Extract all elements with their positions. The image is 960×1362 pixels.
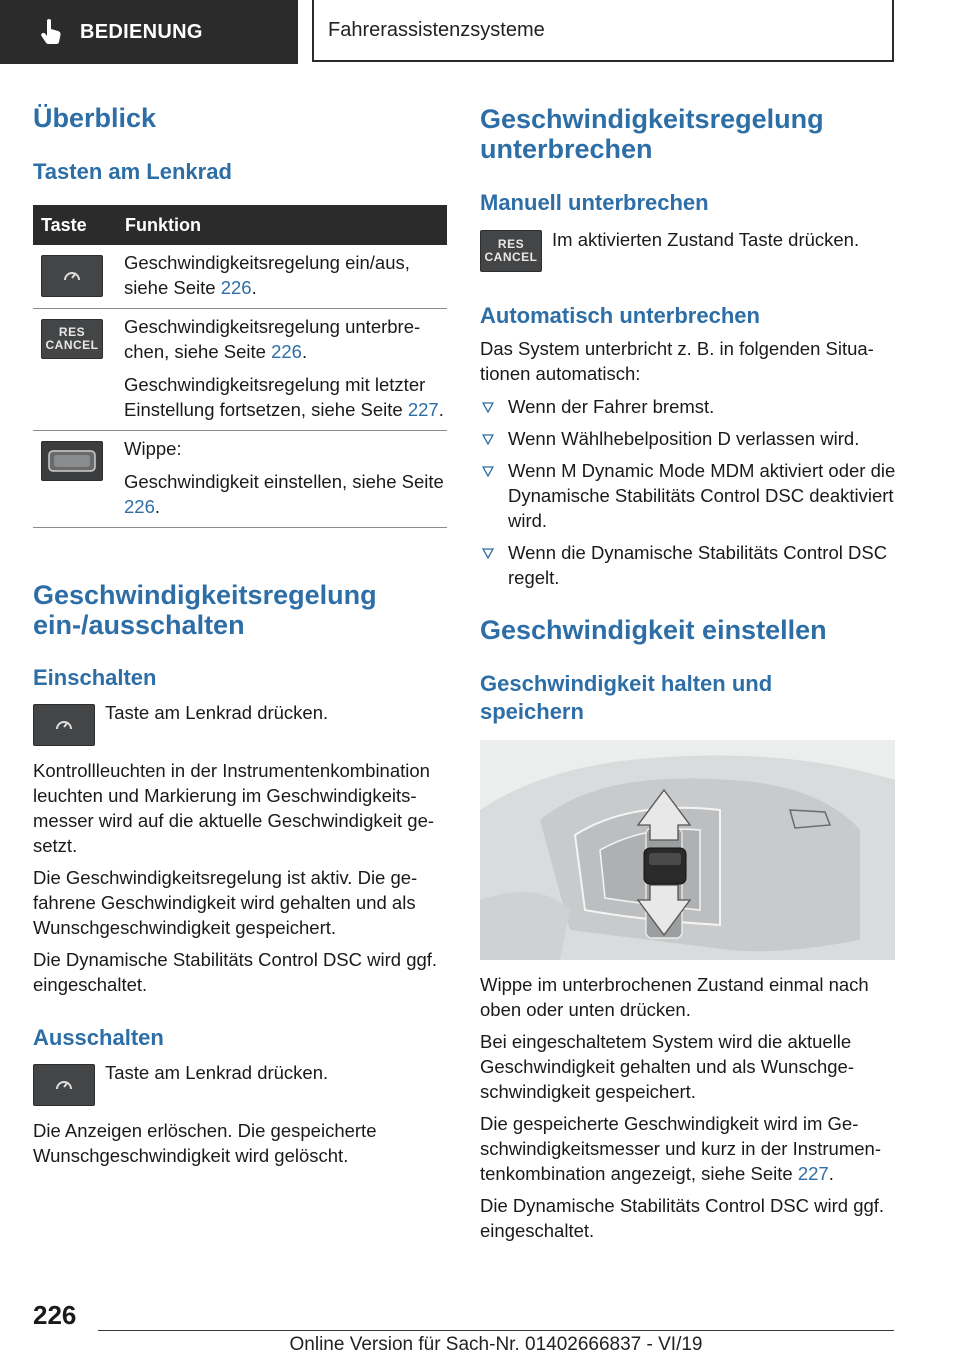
section-tab[interactable] xyxy=(0,0,298,64)
paragraph: Die Dynamische Stabilitäts Control DSC wird ggf. eingeschaltet. xyxy=(480,1195,885,1241)
manual-text: Im aktivierten Zustand Taste drücken. xyxy=(552,229,860,250)
row-text: Geschwindigkeitsregelung unterbre-chen, siehe Seite xyxy=(124,316,421,362)
cancel-label: CANCEL xyxy=(45,338,99,352)
cancel-label: CANCEL xyxy=(484,250,538,264)
keys-table xyxy=(33,205,447,528)
triangle-bullet-icon xyxy=(482,548,494,559)
res-cancel-icon xyxy=(480,230,542,272)
switch-off-row xyxy=(33,1064,447,1106)
paragraph: Bei eingeschaltetem System wird die aktuelle Geschwindigkeit gehalten und als Wunschge-schwindigkeit gespeichert. xyxy=(480,1031,854,1102)
footer-divider xyxy=(98,1330,894,1331)
chapter-title: Fahrerassistenzsysteme xyxy=(328,18,545,41)
paragraph: Wippe im unterbrochenen Zustand einmal nach oben oder unten drücken. xyxy=(480,974,869,1020)
res-label: RES xyxy=(58,325,86,339)
paragraph xyxy=(480,1111,896,1186)
list-item xyxy=(480,394,896,419)
triangle-bullet-icon xyxy=(482,434,494,445)
period: . xyxy=(438,399,444,420)
auto-interrupt-heading: Automatisch unterbrechen xyxy=(480,303,760,328)
list-item-text: Wenn Wählhebelposition D verlassen wird. xyxy=(508,428,860,449)
paragraph: Die Geschwindigkeitsregelung ist aktiv. Die ge-fahrene Geschwindigkeit wird gehalten und als Wunschgeschwindigkeit gespeichert. xyxy=(33,867,418,938)
list-item xyxy=(480,540,896,590)
hold-speed-heading: Geschwindigkeit halten und speichern xyxy=(480,671,773,724)
paragraph-text: Die gespeicherte Geschwindigkeit wird im Ge-schwindigkeitsmesser und kurz in der Instrumen-tenkombination angezeigt, siehe Seite xyxy=(480,1113,881,1184)
paragraph: Die Anzeigen erlöschen. Die gespeicherte Wunschgeschwindigkeit wird gelöscht. xyxy=(33,1120,377,1166)
manual-interrupt-heading: Manuell unterbrechen xyxy=(480,190,709,215)
page-number: 226 xyxy=(33,1300,77,1330)
switch-on-text: Taste am Lenkrad drücken. xyxy=(105,702,329,723)
switch-on-heading: Einschalten xyxy=(33,665,157,690)
interrupt-list xyxy=(480,394,896,590)
period: . xyxy=(828,1163,834,1184)
table-row xyxy=(33,431,447,528)
switch-off-heading: Ausschalten xyxy=(33,1025,164,1050)
period: . xyxy=(251,277,257,298)
page-link[interactable]: 226 xyxy=(220,277,252,298)
list-item-text: Wenn die Dynamische Stabilitäts Control DSC regelt. xyxy=(508,542,888,588)
section-title: BEDIENUNG xyxy=(80,20,203,43)
table-header-function: Funktion xyxy=(124,205,447,245)
table-row xyxy=(33,245,447,309)
page-link[interactable]: 227 xyxy=(407,399,439,420)
row-text: Geschwindigkeit einstellen, siehe Seite xyxy=(124,471,444,492)
chapter-tab[interactable] xyxy=(312,0,894,62)
manual-row xyxy=(480,230,896,272)
row-text: Geschwindigkeitsregelung mit letzter Einstellung fortsetzen, siehe Seite xyxy=(124,374,426,420)
list-item xyxy=(480,458,896,533)
overview-heading: Überblick xyxy=(33,103,157,133)
hand-pointer-icon xyxy=(36,17,66,47)
interrupt-heading: Geschwindigkeitsregelung unterbrechen xyxy=(480,104,824,164)
page-link[interactable]: 226 xyxy=(124,496,155,517)
paragraph: Das System unterbricht z. B. in folgenden Situa-tionen automatisch: xyxy=(480,338,874,384)
page-link[interactable]: 227 xyxy=(797,1163,829,1184)
table-header-row xyxy=(33,205,447,245)
table-header-key: Taste xyxy=(33,205,124,245)
steering-wheel-illustration xyxy=(480,740,895,960)
res-cancel-icon xyxy=(41,319,103,359)
set-speed-heading: Geschwindigkeit einstellen xyxy=(480,615,827,645)
table-row xyxy=(33,309,447,431)
row-text: Geschwindigkeitsregelung ein/aus, siehe Seite xyxy=(124,252,410,298)
speedometer-icon xyxy=(41,255,103,297)
page-header xyxy=(0,0,960,66)
speedometer-icon xyxy=(33,704,95,746)
list-item-text: Wenn M Dynamic Mode MDM aktiviert oder die Dynamische Stabilitäts Control DSC deaktiviert wird. xyxy=(508,460,896,531)
list-item xyxy=(480,426,896,451)
page-link[interactable]: 226 xyxy=(271,341,302,362)
triangle-bullet-icon xyxy=(482,466,494,477)
onoff-heading: Geschwindigkeitsregelung ein-/ausschalten xyxy=(33,580,377,640)
period: . xyxy=(154,496,161,517)
triangle-bullet-icon xyxy=(482,402,494,413)
res-label: RES xyxy=(497,237,525,251)
rocker-icon xyxy=(41,441,103,481)
steering-keys-heading: Tasten am Lenkrad xyxy=(33,159,232,184)
speedometer-icon xyxy=(33,1064,95,1106)
footer-text: Online Version für Sach-Nr. 01402666837 - VI/19 xyxy=(289,1334,703,1355)
switch-off-text: Taste am Lenkrad drücken. xyxy=(105,1062,329,1083)
list-item-text: Wenn der Fahrer bremst. xyxy=(508,396,715,417)
paragraph: Kontrollleuchten in der Instrumentenkombination leuchten und Markierung im Geschwindigkeits-messer wird auf die aktuelle Geschwindigkeit ge-setzt. xyxy=(33,760,435,856)
row-text: Wippe: xyxy=(124,438,182,459)
paragraph: Die Dynamische Stabilitäts Control DSC wird ggf. eingeschaltet. xyxy=(33,949,438,995)
switch-on-row xyxy=(33,704,447,746)
period: . xyxy=(301,341,308,362)
